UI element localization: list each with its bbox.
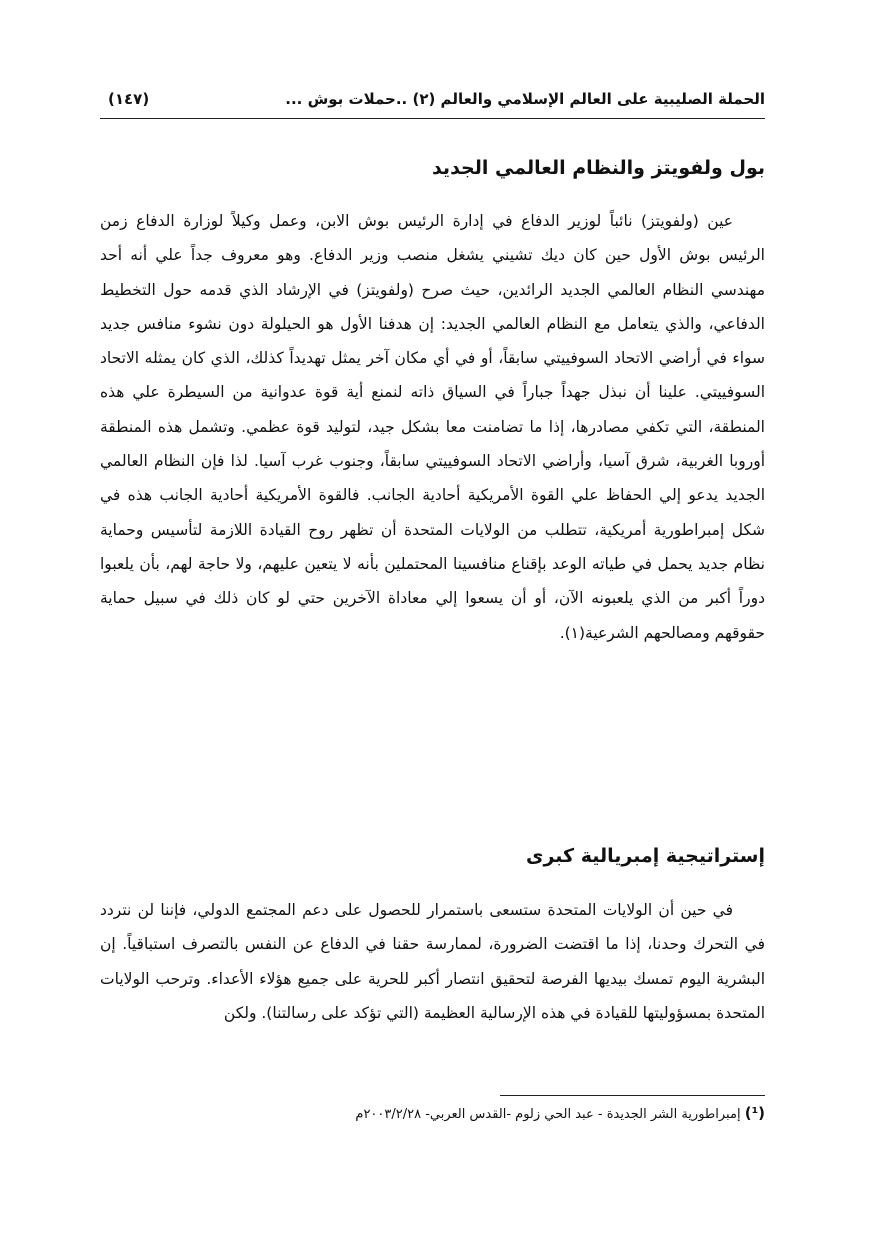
body-paragraph: عين (ولفويتز) نائباً لوزير الدفاع في إدارة الرئيس بوش الابن، وعمل وكيلاً لوزارة الدفاع زمن الرئيس بوش الأول حين كان ديك تشيني يشغل منصب وزير الدفاع. وهو معروف جداً علي أنه أحد مهندسي النظام العالمي الجديد الرائدين، حيث صرح (ولفويتز) في الإرشاد الذي قدمه حول التخطيط الدفاعي، والذي يتعامل مع النظام العالمي الجديد: إن هدفنا الأول هو الحيلولة دون نشوء منافس جديد سواء في أراضي الاتحاد السوفييتي سابقاً، أو في أي مكان آخر يمثل تهديداً كذلك، الذي كان يمثله الاتحاد السوفييتي. علينا أن نبذل جهداً جباراً في السياق ذاته لنمنع أية قوة عدوانية من السيطرة علي هذه المنطقة، التي تكفي مصادرها، إذا ما تضامنت معا بشكل جيد، لتوليد قوة عظمي. وتشمل هذه المنطقة أوروبا الغربية، شرق آسيا، وأراضي الاتحاد السوفييتي سابقاً، وجنوب غرب آسيا. لذا فإن النظام العالمي الجديد يدعو إلي الحفاظ علي القوة الأمريكية أحادية الجانب. فالقوة الأمريكية أحادية الجانب هذه في شكل إمبراطورية أمريكية، تتطلب من الولايات المتحدة أن تظهر روح القيادة اللازمة لتأسيس وحماية نظام جديد يحمل في طياته الوعد بإقناع منافسينا المحتملين بأنه لا يتعين عليهم، ولا حاجة لهم، بأن يلعبوا دوراً أكبر من الذي يلعبونه الآن، أو أن يسعوا إلي معاداة الآخرين حتي لو كان ذلك في سبيل حماية حقوقهم ومصالحهم الشرعية(١). — [100, 212, 765, 642]
running-header — [100, 88, 765, 119]
footnote-text: إمبراطورية الشر الجديدة - عبد الحي زلوم -القدس العربي- ٢٠٠٣/٢/٢٨م — [355, 1107, 741, 1122]
body-paragraph: في حين أن الولايات المتحدة ستسعى باستمرار للحصول على دعم المجتمع الدولي، فإننا لن نتردد في التحرك وحدنا، إذا ما اقتضت الضرورة، لممارسة حقنا في الدفاع عن النفس بالتصرف استباقياً. إن البشرية اليوم تمسك بيديها الفرصة لتحقيق انتصار أكبر للحرية على جميع هؤلاء الأعداء. وترحب الولايات المتحدة بمسؤوليتها للقيادة في هذه الإرسالية العظيمة (التي تؤكد على رسالتنا). ولكن — [100, 901, 765, 1022]
page-number: (١٤٧) — [108, 90, 150, 108]
footnote — [355, 1104, 765, 1122]
header-title: الحملة الصليبية على العالم الإسلامي والعالم (٢) ..حملات بوش ... — [285, 90, 765, 108]
section-title: بول ولفويتز والنظام العالمي الجديد — [431, 157, 765, 179]
footnote-marker: (¹) — [744, 1104, 765, 1122]
section-title: إستراتيجية إمبريالية كبرى — [526, 845, 765, 867]
footnote-divider — [500, 1095, 765, 1096]
document-page — [100, 0, 765, 1240]
